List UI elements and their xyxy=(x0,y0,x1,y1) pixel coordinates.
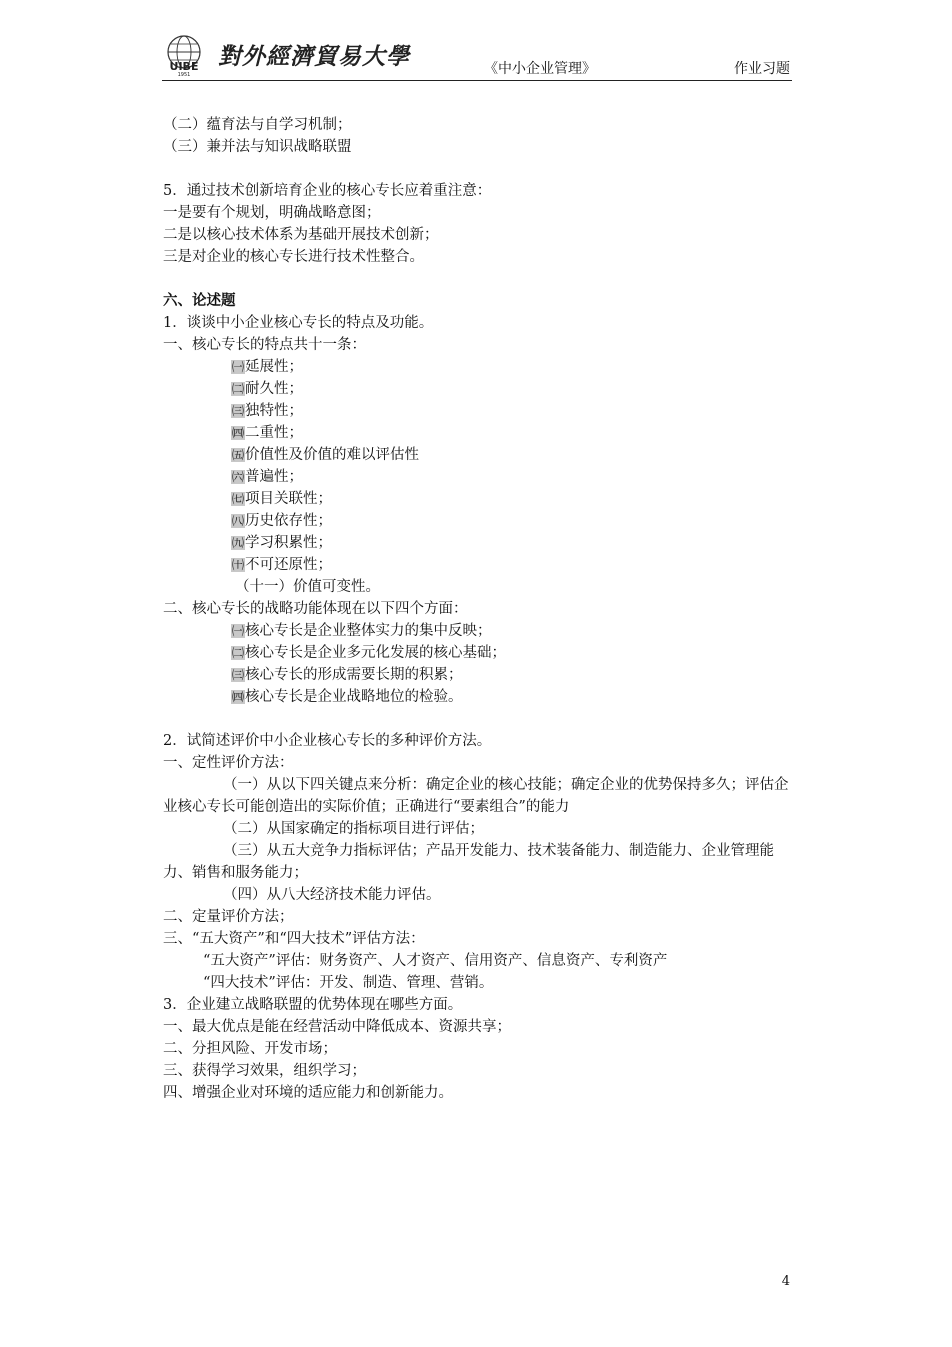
list-item: ㈠延展性； xyxy=(232,359,304,375)
paragraph: “五大资产”评估：财务资产、人才资产、信用资产、信息资产、专利资产 xyxy=(203,953,668,969)
list-item: ㈠核心专长是企业整体实力的集中反映； xyxy=(232,623,492,639)
list-item: ㈣核心专长是企业战略地位的检验。 xyxy=(232,689,463,705)
paragraph: （四）从八大经济技术能力评估。 xyxy=(223,887,441,903)
list-item: ㈦项目关联性； xyxy=(232,491,333,507)
subsection-heading: 二、核心专长的战略功能体现在以下四个方面： xyxy=(163,601,468,617)
list-item: ㈩不可还原性； xyxy=(232,557,333,573)
course-title: 《中小企业管理》 xyxy=(484,61,596,77)
list-item: （十一）价值可变性。 xyxy=(235,579,380,595)
list-item: ㈢独特性； xyxy=(232,403,304,419)
page-body xyxy=(163,114,793,1104)
subsection-heading: 三、“五大资产”和“四大技术”评估方法： xyxy=(163,931,425,947)
question-1: 1．谈谈中小企业核心专长的特点及功能。 xyxy=(163,315,434,331)
list-item: ㈡耐久性； xyxy=(232,381,304,397)
list-item: ㈧历史依存性； xyxy=(232,513,333,529)
question-5: 5．通过技术创新培育企业的核心专长应着重注意： xyxy=(163,183,492,199)
list-item: ㈣二重性； xyxy=(232,425,304,441)
paragraph: （三）从五大竞争力指标评估；产品开发能力、技术装备能力、制造能力、企业管理能力、销售和服务能力； xyxy=(163,843,774,881)
text-line: 四、增强企业对环境的适应能力和创新能力。 xyxy=(163,1085,453,1101)
paragraph: （二）从国家确定的指标项目进行评估； xyxy=(223,821,484,837)
list-item: ㈢核心专长的形成需要长期的积累； xyxy=(232,667,463,683)
list-item: ㈡核心专长是企业多元化发展的核心基础； xyxy=(232,645,507,661)
text-line: 一、最大优点是能在经营活动中降低成本、资源共享； xyxy=(163,1019,511,1035)
text-line: 三、获得学习效果，组织学习； xyxy=(163,1063,366,1079)
list-item: ㈤价值性及价值的难以评估性 xyxy=(232,447,420,463)
text-line: （二）蕴育法与自学习机制； xyxy=(163,117,352,133)
text-line: 二、分担风险、开发市场； xyxy=(163,1041,337,1057)
question-2: 2．试简述评价中小企业核心专长的多种评价方法。 xyxy=(163,733,492,749)
question-3: 3．企业建立战略联盟的优势体现在哪些方面。 xyxy=(163,997,463,1013)
page-number: 4 xyxy=(781,1274,790,1289)
university-name: 對外經濟貿易大學 xyxy=(218,43,410,70)
text-line: 一是要有个规划，明确战略意图； xyxy=(163,205,381,221)
subsection-heading: 二、定量评价方法； xyxy=(163,909,294,925)
subsection-heading: 一、定性评价方法： xyxy=(163,755,294,771)
section-heading: 六、论述题 xyxy=(163,293,236,309)
text-line: （三）兼并法与知识战略联盟 xyxy=(163,139,352,155)
logo-letters: UIBE xyxy=(169,60,199,73)
subsection-heading: 一、核心专长的特点共十一条： xyxy=(163,337,366,353)
list-item: ㈥普遍性； xyxy=(232,469,304,485)
document-type: 作业习题 xyxy=(734,61,790,77)
university-logo-icon xyxy=(162,32,206,76)
list-item: ㈨学习积累性； xyxy=(232,535,333,551)
paragraph: （一）从以下四关键点来分析：确定企业的核心技能；确定企业的优势保持多久；评估企业核心专长可能创造出的实际价值；正确进行“要素组合”的能力 xyxy=(163,777,789,815)
text-line: 三是对企业的核心专长进行技术性整合。 xyxy=(163,249,424,265)
text-line: 二是以核心技术体系为基础开展技术创新； xyxy=(163,227,439,243)
paragraph: “四大技术”评估：开发、制造、管理、营销。 xyxy=(203,975,494,991)
logo-year: 1951 xyxy=(177,72,191,76)
page-header xyxy=(162,30,792,81)
